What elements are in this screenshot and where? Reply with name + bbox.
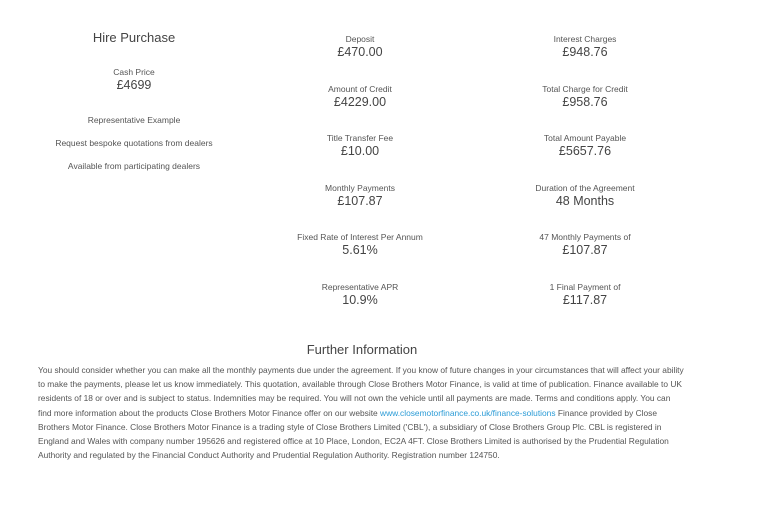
stat-value: £4229.00 (333, 94, 387, 109)
stat-label: Total Amount Payable (543, 133, 627, 143)
stat-value: £107.87 (562, 243, 608, 257)
further-information-section (38, 342, 686, 462)
stat-amount-of-credit (240, 84, 480, 134)
stat-label: Title Transfer Fee (326, 133, 394, 143)
stat-label: 1 Final Payment of (549, 281, 621, 292)
disclaimer-text-part-1: You should consider whether you can make all the monthly payments due under the agreement. If you know of future changes in your circumstances that will affect your ability to make the payments, please let us know immediately. This quotation, available through Close Brothers Motor Finance, is valid at time of publication. Finance available to UK residents of 18 or over and is subject to status. Indemnities may be required. You will not own the vehicle until all payments are made. Terms and conditions apply. You can find more information about the products Close Brothers Motor Finance offer on our website (38, 365, 684, 418)
stat-label: Amount of Credit (328, 83, 392, 94)
finance-type-title: Hire Purchase (92, 30, 176, 45)
stat-representative-apr (240, 282, 480, 332)
cash-price (0, 67, 268, 93)
stat-value: £958.76 (562, 94, 608, 109)
middle-column (240, 34, 480, 331)
stat-label: Representative APR (321, 281, 399, 292)
cash-price-value: £4699 (116, 78, 152, 92)
stat-interest-charges (465, 34, 705, 84)
stat-label: Duration of the Agreement (535, 182, 635, 193)
right-column (465, 34, 705, 331)
stat-fixed-rate (240, 232, 480, 282)
stat-value: £470.00 (337, 45, 383, 59)
stat-value: £10.00 (340, 144, 380, 158)
participating-dealers-note: Available from participating dealers (67, 161, 201, 171)
summary-column (0, 30, 268, 184)
stat-value: £948.76 (562, 45, 608, 59)
stat-total-amount-payable (465, 133, 705, 183)
stat-label: Total Charge for Credit (542, 83, 628, 94)
stat-value: £5657.76 (558, 144, 612, 158)
stat-title-transfer-fee (240, 133, 480, 183)
finance-solutions-link[interactable]: www.closemotorfinance.co.uk/finance-solutions (380, 407, 556, 418)
bespoke-quotations-note: Request bespoke quotations from dealers (55, 138, 213, 148)
stat-value: £117.87 (562, 292, 608, 307)
stat-label: Fixed Rate of Interest Per Annum (297, 232, 423, 242)
stat-monthly-payments (240, 183, 480, 233)
stat-label: Deposit (345, 34, 375, 44)
stat-value: 48 Months (555, 193, 615, 208)
stat-label: 47 Monthly Payments of (539, 232, 631, 242)
cash-price-label: Cash Price (113, 67, 155, 77)
stat-label: Interest Charges (553, 34, 617, 44)
stat-value: 5.61% (342, 243, 378, 257)
stat-final-payment (465, 282, 705, 332)
further-information-title: Further Information (306, 342, 418, 357)
stat-value: £107.87 (337, 193, 383, 208)
representative-example-note: Representative Example (87, 115, 181, 125)
further-information-text (38, 363, 686, 462)
stat-monthly-payments-of (465, 232, 705, 282)
disclaimer-text-part-2: Finance provided by Close Brothers Motor Finance. Close Brothers Motor Finance is a trading style of Close Brothers Limited ('CBL'), a subsidiary of Close Brothers Group Plc. CBL is registered in England and Wales with company number 195626 and registered office at 10 Place, London, EC2A 4FT. Close Brothers Limited is authorised by the Prudential Regulation Authority and regulated by the Financial Conduct Authority and Prudential Regulation Authority. Registration number 124750. (38, 407, 669, 461)
stat-total-charge-for-credit (465, 84, 705, 134)
stat-label: Monthly Payments (325, 182, 395, 193)
stat-duration (465, 183, 705, 233)
stat-value: 10.9% (342, 292, 378, 307)
stat-deposit (240, 34, 480, 84)
